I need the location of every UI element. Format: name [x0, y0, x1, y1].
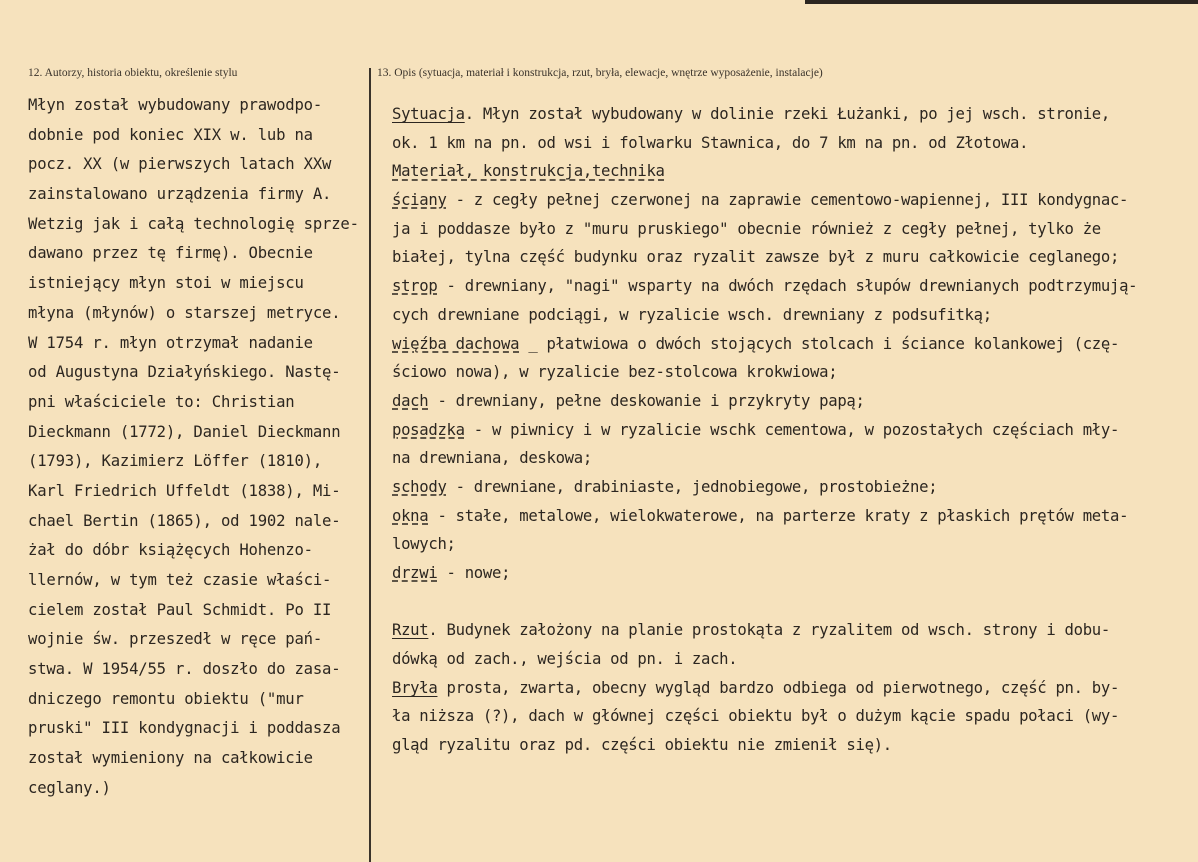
description-line	[392, 301, 1182, 330]
history-line: pruski" III kondygnacji i poddasza	[28, 719, 341, 738]
description-text: - drewniany, "nagi" wsparty na dwóch rzędach słupów drewnianych podtrzymują-	[437, 277, 1138, 296]
description-line	[392, 702, 1182, 731]
description-text: - z cegły pełnej czerwonej na zaprawie cementowo-wapiennej, III kondygnac-	[446, 191, 1129, 210]
history-line: dobnie pod koniec XIX w. lub na	[28, 125, 313, 144]
section-term: Bryła	[392, 678, 438, 697]
description-text: - w piwnicy i w ryzalicie wschk cementowa, w pozostałych częściach mły-	[464, 420, 1120, 439]
history-line: został wymieniony na całkowicie	[28, 749, 313, 768]
description-line	[392, 358, 1182, 387]
description-line	[392, 186, 1182, 215]
section-term: ściany	[392, 191, 447, 210]
history-line: chael Bertin (1865), od 1902 nale-	[28, 511, 341, 530]
section-term: schody	[392, 477, 447, 496]
description-text: - nowe;	[437, 564, 511, 582]
description-text: dówką od zach., wejścia od pn. i zach.	[392, 650, 738, 669]
description-line	[392, 502, 1182, 531]
section-12-history-text	[28, 91, 368, 804]
description-text: ja i poddasze było z "muru pruskiego" obecnie również z cegły pełnej, tylko że	[392, 219, 1101, 238]
description-text: ściowo nowa), w ryzalicie bez-stolcowa krokwiowa;	[392, 363, 838, 382]
description-line	[392, 559, 1182, 588]
history-line: ceglany.)	[28, 778, 111, 797]
history-line: pocz. XX (w pierwszych latach XXw	[28, 155, 332, 174]
section-12-header: 12. Autorzy, historia obiektu, określenie stylu	[28, 67, 238, 79]
description-line	[392, 645, 1182, 674]
history-line: zainstalowano urządzenia firmy A.	[28, 185, 332, 204]
section-term: dach	[392, 391, 429, 410]
description-text: cych drewniane podciągi, w ryzalicie wsch. drewniany z podsufitką;	[392, 305, 992, 324]
description-text: - stałe, metalowe, wielokwaterowe, na parterze kraty z płaskich prętów meta-	[428, 506, 1129, 525]
description-line	[392, 473, 1182, 502]
description-text: na drewniana, deskowa;	[392, 449, 592, 468]
description-text: lowych;	[392, 535, 456, 554]
column-divider	[369, 68, 371, 862]
description-line	[392, 444, 1182, 473]
description-text: - drewniany, pełne deskowanie i przykryty papą;	[428, 391, 865, 410]
history-line: llernów, w tym też czasie właści-	[28, 571, 332, 589]
history-line: dniczego remontu obiektu ("mur	[28, 689, 304, 708]
section-term: okna	[392, 506, 429, 525]
description-text: - drewniane, drabiniaste, jednobiegowe, prostobieżne;	[446, 477, 938, 496]
description-line	[392, 530, 1182, 559]
description-text: _ płatwiowa o dwóch stojących stolcach i ściance kolankowej (czę-	[519, 334, 1120, 353]
description-text: ła niższa (?), dach w głównej części obiektu był o dużym kącie spadu połaci (wy-	[392, 707, 1120, 726]
description-line	[392, 674, 1182, 703]
description-line	[392, 129, 1182, 158]
history-line: żał do dóbr książęcych Hohenzo-	[28, 541, 313, 560]
history-line: W 1754 r. młyn otrzymał nadanie	[28, 333, 313, 352]
description-line	[392, 157, 1182, 186]
description-line	[392, 616, 1182, 645]
section-13-description-text	[392, 100, 1182, 760]
description-text: ok. 1 km na pn. od wsi i folwarku Stawnica, do 7 km na pn. od Złotowa.	[392, 133, 1029, 152]
top-edge-bar	[805, 0, 1198, 4]
description-line	[392, 100, 1182, 129]
description-line	[392, 215, 1182, 244]
description-line	[392, 588, 1182, 617]
section-term: drzwi	[392, 564, 438, 582]
section-term: Materiał, konstrukcja,technika	[392, 162, 665, 181]
history-line: Karl Friedrich Uffeldt (1838), Mi-	[28, 481, 341, 500]
history-line: wojnie św. przeszedł w ręce pań-	[28, 630, 323, 649]
history-line: Dieckmann (1772), Daniel Dieckmann	[28, 422, 341, 441]
description-text: . Budynek założony na planie prostokąta z ryzalitem od wsch. strony i dobu-	[428, 621, 1110, 640]
description-line	[392, 272, 1182, 301]
description-text: prosta, zwarta, obecny wygląd bardzo odbiega od pierwotnego, część pn. by-	[437, 678, 1120, 697]
section-term: Sytuacja	[392, 105, 465, 123]
section-13-header: 13. Opis (sytuacja, materiał i konstrukcja, rzut, bryła, elewacje, wnętrze wyposażenie, instalacje)	[377, 67, 823, 79]
description-line	[392, 387, 1182, 416]
history-line: cielem został Paul Schmidt. Po II	[28, 600, 332, 619]
history-line: młyna (młynów) o starszej metryce.	[28, 303, 341, 322]
section-term: strop	[392, 277, 438, 296]
history-line: stwa. W 1954/55 r. doszło do zasa-	[28, 660, 341, 679]
history-line: dawano przez tę firmę). Obecnie	[28, 244, 313, 263]
history-line: od Augustyna Działyńskiego. Nastę-	[28, 363, 341, 382]
description-line	[392, 243, 1182, 272]
section-term: więźba dachowa	[392, 334, 520, 353]
history-line: istniejący młyn stoi w miejscu	[28, 274, 304, 293]
description-line	[392, 416, 1182, 445]
description-line	[392, 731, 1182, 760]
description-line	[392, 330, 1182, 359]
description-text: białej, tylna część budynku oraz ryzalit zawsze był z muru całkowicie ceglanego;	[392, 248, 1120, 267]
section-term: Rzut	[392, 621, 429, 640]
description-text: . Młyn został wybudowany w dolinie rzeki Łużanki, po jej wsch. stronie,	[464, 105, 1110, 123]
description-text: gląd ryzalitu oraz pd. części obiektu nie zmienił się).	[392, 736, 892, 755]
history-line: (1793), Kazimierz Löffer (1810),	[28, 452, 323, 471]
history-line: pni właściciele to: Christian	[28, 392, 295, 411]
section-term: posadzka	[392, 420, 465, 439]
history-line: Wetzig jak i całą technologię sprze-	[28, 214, 359, 233]
history-line: Młyn został wybudowany prawodpo-	[28, 96, 323, 114]
